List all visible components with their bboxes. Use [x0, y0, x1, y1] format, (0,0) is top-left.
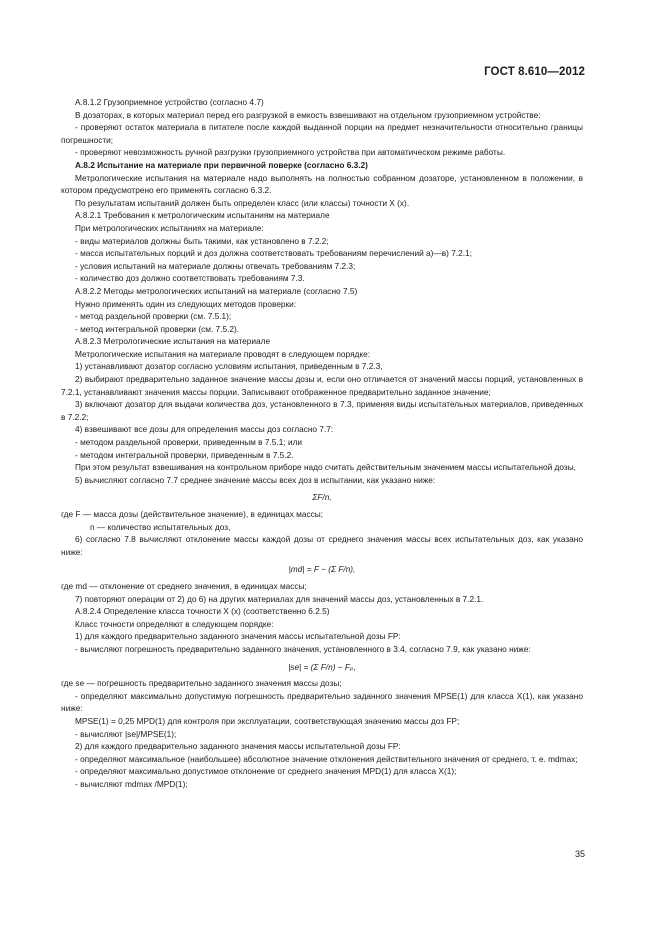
- formula-where: n — количество испытательных доз,: [90, 521, 231, 532]
- list-item: - вычисляют погрешность предварительно заданного значения, установленного в 3.4, согласно 7.9, как указано ниже:: [75, 643, 531, 654]
- list-item: - определяют максимально допустимую погрешность предварительно заданного значения MPSE(1) для класса X(1), как указано ниже:: [61, 690, 583, 714]
- step-item: 2) для каждого предварительно заданного значения массы испытательной дозы FP:: [75, 741, 401, 752]
- paragraph: При этом результат взвешивания на контрольном приборе надо считать действительным значением массы испытательной дозы,: [75, 462, 576, 473]
- paragraph: Класс точности определяют в следующем порядке:: [75, 618, 274, 629]
- step-item: 4) взвешивают все дозы для определения массы доз согласно 7.7:: [75, 424, 334, 435]
- list-item: - метод интегральной проверки (см. 7.5.2).: [75, 323, 240, 334]
- step-item: 1) для каждого предварительно заданного значения массы испытательной дозы FP:: [75, 631, 401, 642]
- step-item: 1) устанавливают дозатор согласно условиям испытания, приведенным в 7.2.3,: [75, 361, 383, 372]
- formula-setting-error: |se| = (Σ F/n) − Fₚ,: [288, 661, 356, 672]
- list-item: - вычисляют mdmax /MPD(1);: [75, 778, 188, 789]
- clause-a82-heading: А.8.2 Испытание на материале при первичной поверке (согласно 6.3.2): [75, 159, 368, 170]
- clause-a812-heading: А.8.1.2 Грузоприемное устройство (согласно 4.7): [75, 97, 264, 107]
- paragraph: При метрологических испытаниях на материале:: [75, 222, 264, 233]
- step-item: 7) повторяют операции от 2) до 6) на других материалах для значений массы доз, установленных в 7.2.1.: [75, 593, 484, 604]
- formula-line: MPSE(1) = 0,25 MPD(1) для контроля при эксплуатации, соответствующая значению массы доз FP;: [75, 715, 460, 726]
- step-item: 5) вычисляют согласно 7.7 среднее значение массы всех доз в испытании, как указано ниже:: [75, 474, 436, 485]
- list-item: - методом интегральной проверки, приведенным в 7.5.2.: [75, 449, 294, 460]
- standard-header: ГОСТ 8.610—2012: [484, 66, 585, 78]
- list-item: - масса испытательных порций и доз должна соответствовать требованиям перечислений а)—в) 7.2.1;: [75, 248, 472, 259]
- clause-a823-heading: А.8.2.3 Метрологические испытания на материале: [75, 336, 271, 347]
- step-item: 3) включают дозатор для выдачи количества доз, установленного в 7.3, применяя виды испытательных материалов, приведенных в 7.2.2;: [61, 399, 583, 422]
- list-item: - определяют максимальное (наибольшее) абсолютное значение отклонения действительного значения от среднего, т. е. mdmax;: [75, 753, 578, 764]
- clause-a821-heading: А.8.2.1 Требования к метрологическим испытаниям на материале: [75, 210, 330, 221]
- list-item: - вычисляют |se|/MPSE(1);: [75, 728, 177, 739]
- formula-mean: ΣF/n,: [312, 492, 332, 503]
- formula-where: где md — отклонение от среднего значения, в единицах массы;: [61, 580, 307, 591]
- list-item: - методом раздельной проверки, приведенным в 7.5.1; или: [75, 437, 303, 448]
- clause-a824-heading: А.8.2.4 Определение класса точности X (x) (соответственно 6.2.5): [75, 606, 330, 617]
- clause-a822-heading: А.8.2.2 Методы метрологических испытаний на материале (согласно 7.5): [75, 285, 358, 296]
- list-item: - условия испытаний на материале должны отвечать требованиям 7.2.3;: [75, 260, 356, 271]
- paragraph: По результатам испытаний должен быть определен класс (или классы) точности X (x).: [75, 197, 410, 208]
- list-item: - проверяют остаток материала в питателе после каждой выданной порции на предмет незначительности относительно границы погрешности;: [61, 122, 583, 145]
- paragraph: Нужно применять один из следующих методов проверки:: [75, 298, 297, 309]
- paragraph: Метрологические испытания на материале проводят в следующем порядке:: [75, 348, 371, 359]
- list-item: - количество доз должно соответствовать требованиям 7.3.: [75, 273, 305, 284]
- list-item: - виды материалов должны быть такими, как установлено в 7.2.2;: [75, 235, 329, 246]
- formula-deviation: |md| = F − (Σ F/n),: [288, 564, 356, 575]
- step-item: 6) согласно 7.8 вычисляют отклонение массы каждой дозы от среднего значения массы всех испытательных доз, как указано ниже:: [61, 534, 583, 557]
- document-body: [61, 96, 583, 790]
- paragraph: Метрологические испытания на материале надо выполнять на полностью собранном дозаторе, установленном в положении, в котором предусмотрено его применять согласно 6.3.2.: [61, 172, 583, 196]
- step-item: 2) выбирают предварительно заданное значение массы дозы и, если оно отличается от значений массы порций, установленных в 7.2.1, устанавливают значения массы порции. Записывают отображенное предварительно заданное значение;: [61, 374, 583, 397]
- list-item: - проверяют невозможность ручной разгрузки грузоприемного устройства при автоматическом режиме работы.: [75, 147, 506, 158]
- page-number: 35: [574, 849, 585, 859]
- list-item: - метод раздельной проверки (см. 7.5.1);: [75, 311, 232, 322]
- paragraph: В дозаторах, в которых материал перед его разгрузкой в емкость взвешивают на отдельном грузоприемном устройстве:: [75, 109, 541, 120]
- list-item: - определяют максимально допустимое отклонение от среднего значения MPD(1) для класса X(1);: [75, 766, 457, 777]
- formula-where: где F — масса дозы (действительное значение), в единицах массы;: [61, 509, 324, 519]
- formula-where: где se — погрешность предварительно заданного значения массы дозы;: [61, 678, 342, 689]
